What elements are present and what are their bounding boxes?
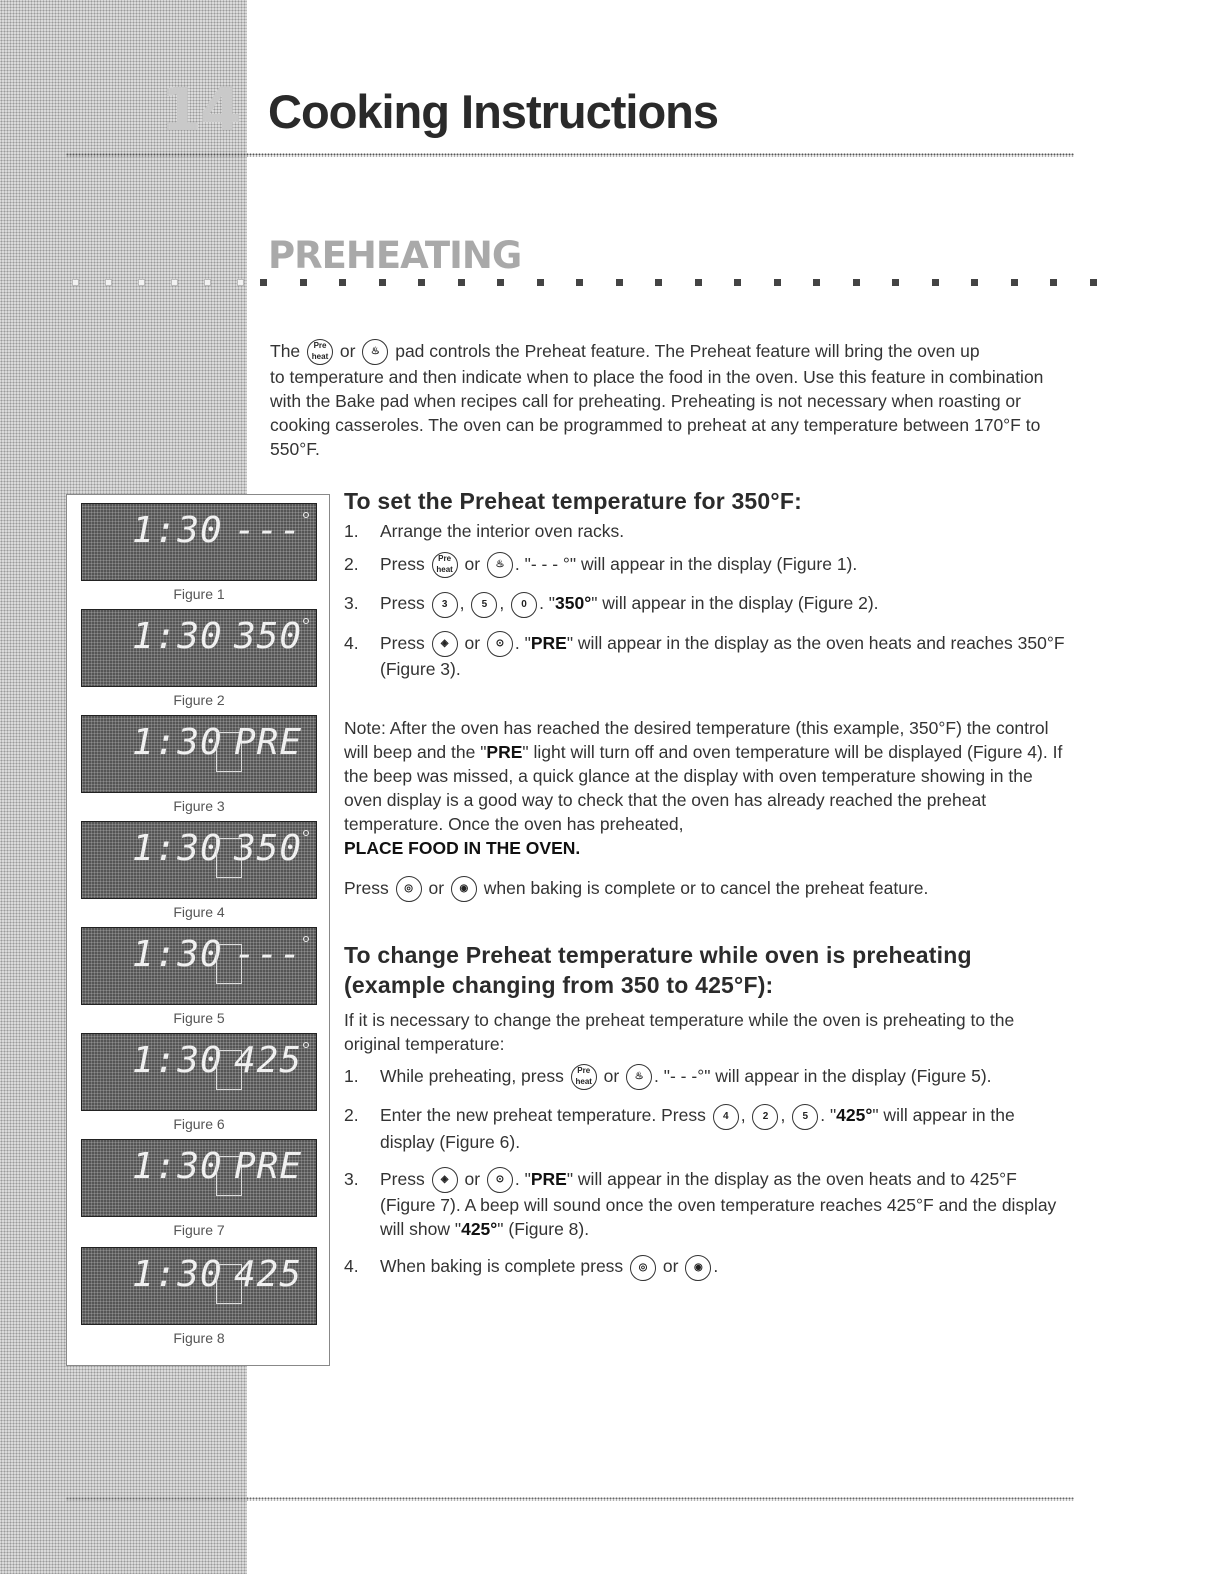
- divider-square: [774, 279, 781, 286]
- figure-caption: Figure 2: [173, 692, 225, 708]
- figure-caption: Figure 5: [173, 1010, 225, 1026]
- start-pad-icon: ◈: [432, 631, 458, 657]
- intro-text: The: [270, 341, 301, 361]
- start-alt-pad-icon: ⊙: [487, 1167, 513, 1193]
- digit-0-pad-icon: 0: [511, 592, 537, 618]
- divider-square: [204, 279, 211, 286]
- step-text: While preheating, press: [380, 1066, 564, 1086]
- figure-caption: Figure 1: [173, 586, 225, 602]
- display-temp: ---: [233, 510, 302, 551]
- display-value: PRE: [530, 1168, 567, 1189]
- step-text: or: [464, 1168, 481, 1189]
- divider-square: [971, 279, 978, 286]
- change-preheat-steps: [344, 1064, 1074, 1281]
- cancel-alt-pad-icon: ◉: [451, 876, 477, 902]
- display-temp: 350: [233, 828, 302, 869]
- figure-8: [81, 1247, 317, 1346]
- section-divider: [66, 279, 1076, 291]
- oven-display: [81, 927, 317, 1005]
- divider-square: [260, 279, 267, 286]
- step-text: . ": [820, 1105, 837, 1126]
- preheat-alt-pad-icon: ♨: [626, 1064, 652, 1090]
- figure-5: [81, 927, 317, 1026]
- degree-icon: [303, 830, 309, 836]
- figure-2: [81, 609, 317, 708]
- divider-square: [171, 279, 178, 286]
- figure-3: [81, 715, 317, 814]
- oven-display: [81, 503, 317, 581]
- heading-line: (example changing from 350 to 425°F):: [344, 972, 774, 998]
- divider-square: [813, 279, 820, 286]
- figure-4: [81, 821, 317, 920]
- display-time: 1:30: [132, 828, 223, 869]
- step-text: . ": [514, 1168, 531, 1189]
- oven-display: [81, 1033, 317, 1111]
- cancel-text: when baking is complete or to cancel the preheat feature.: [483, 878, 929, 898]
- divider-square: [892, 279, 899, 286]
- divider-square: [497, 279, 504, 286]
- display-time: 1:30: [132, 616, 223, 657]
- heading-line: To change Preheat temperature while oven is preheating: [344, 942, 972, 968]
- divider-square: [853, 279, 860, 286]
- divider-square: [932, 279, 939, 286]
- figure-caption: Figure 8: [173, 1330, 225, 1346]
- intro-body: to temperature and then indicate when to place the food in the oven. Use this feature in combination with the Bake pad when recipes call for preheating. Preheating is not necessary when roasting or cooking casseroles. The oven can be programmed to preheat at any temperature between 170°F to 550°F.: [270, 367, 1044, 460]
- degree-icon: [303, 1042, 309, 1048]
- step-text: . "- - - °" will appear in the display (Figure 1).: [514, 554, 858, 574]
- figure-caption: Figure 3: [173, 798, 225, 814]
- intro-paragraph: [270, 337, 1075, 461]
- set-preheat-heading: To set the Preheat temperature for 350°F:: [344, 488, 802, 514]
- figure-caption: Figure 6: [173, 1116, 225, 1132]
- display-time: 1:30: [132, 722, 223, 763]
- intro-text: pad controls the Preheat feature. The Preheat feature will bring the oven up: [395, 341, 980, 361]
- oven-display: [81, 1139, 317, 1217]
- divider-square: [458, 279, 465, 286]
- display-time: 1:30: [132, 1146, 223, 1187]
- step-text: Arrange the interior oven racks.: [380, 521, 625, 541]
- step-text: or: [662, 1256, 679, 1277]
- list-item: 4. Press ◈ or ⊙ . "PRE" will appear in the display as the oven heats and reaches 350°F (Figure 3).: [344, 632, 1065, 680]
- display-time: 1:30: [132, 1040, 223, 1081]
- section-title: PREHEATING: [268, 234, 522, 277]
- step-text: Press: [380, 632, 425, 653]
- display-temp: PRE: [233, 1146, 302, 1187]
- chapter-title: Cooking Instructions: [268, 85, 718, 138]
- preheat-pad-icon: Pre heat: [307, 339, 333, 365]
- display-value: 350°: [555, 593, 592, 614]
- digit-5-pad-icon: 5: [471, 592, 497, 618]
- divider-square: [237, 279, 244, 286]
- set-preheat-steps: [344, 519, 1074, 681]
- list-item: 2. Enter the new preheat temperature. Press 4 , 2 , 5 . "425°" will appear in the display (Figure 6).: [344, 1105, 1015, 1152]
- oven-display: [81, 821, 317, 899]
- footer-divider: [66, 1497, 1074, 1501]
- oven-display: [81, 715, 317, 793]
- list-item: 2. Press Pre heat or ♨ . "- - - °" will appear in the display (Figure 1).: [344, 552, 1074, 578]
- divider-square: [1090, 279, 1097, 286]
- step-text: . ": [539, 593, 556, 614]
- figure-caption: Figure 7: [173, 1222, 225, 1238]
- divider-square: [655, 279, 662, 286]
- degree-icon: [303, 618, 309, 624]
- display-figures-panel: [66, 494, 330, 1366]
- list-item: 3. Press 3 , 5 , 0 . "350°" will appear in the display (Figure 2).: [344, 591, 1074, 617]
- display-temp: PRE: [233, 722, 302, 763]
- digit-3-pad-icon: 3: [432, 592, 458, 618]
- note-emphasis: PLACE FOOD IN THE OVEN.: [344, 838, 581, 858]
- step-text: . "- - -°" will appear in the display (Figure 5).: [654, 1066, 992, 1086]
- oven-display: [81, 609, 317, 687]
- preheat-pad-icon: Pre heat: [432, 552, 458, 578]
- step-text: or: [464, 554, 481, 574]
- divider-square: [695, 279, 702, 286]
- step-text: " (Figure 8).: [497, 1219, 590, 1240]
- display-value: 425°: [836, 1105, 873, 1126]
- step-text: " will appear in the display (Figure 2).: [591, 593, 879, 614]
- cancel-pad-icon: ◎: [396, 876, 422, 902]
- step-text: Press: [380, 593, 425, 614]
- divider-square: [1011, 279, 1018, 286]
- digit-4-pad-icon: 4: [713, 1104, 739, 1130]
- list-item: 1. Arrange the interior oven racks.: [344, 521, 625, 541]
- display-temp: 350: [233, 616, 302, 657]
- cancel-text: Press: [344, 878, 389, 898]
- degree-icon: [303, 512, 309, 518]
- cancel-pad-icon: ◎: [630, 1255, 656, 1281]
- divider-square: [734, 279, 741, 286]
- step-text: Enter the new preheat temperature. Press: [380, 1105, 706, 1126]
- start-pad-icon: ◈: [432, 1167, 458, 1193]
- note-text: " light will turn off and oven temperature will be displayed (Figure 4). If the beep was missed, a quick glance at the display with oven temperature showing in the oven display is a good way to check that the oven has already reached the preheat temperature. Once the oven has preheated,: [344, 742, 1063, 834]
- divider-square: [616, 279, 623, 286]
- step-text: or: [464, 632, 481, 653]
- display-time: 1:30: [132, 1254, 223, 1295]
- preheat-note: [344, 716, 1074, 860]
- change-intro: If it is necessary to change the preheat temperature while the oven is preheating to the original temperature:: [344, 1010, 1015, 1054]
- figure-7: [81, 1139, 317, 1238]
- divider-square: [1050, 279, 1057, 286]
- display-value: PRE: [486, 742, 523, 762]
- step-text: " will appear in the display as the oven heats and to 425°F (Figure 7). A beep will sound once the oven temperature reaches 425°F and the display will show ": [380, 1168, 1057, 1240]
- display-temp: 425: [233, 1254, 302, 1295]
- preheat-alt-pad-icon: ♨: [487, 552, 513, 578]
- step-text: " will appear in the display (Figure 6).: [380, 1105, 1015, 1152]
- degree-icon: [303, 936, 309, 942]
- divider-square: [300, 279, 307, 286]
- cancel-alt-pad-icon: ◉: [685, 1255, 711, 1281]
- display-temp: ---: [233, 934, 302, 975]
- divider-square: [576, 279, 583, 286]
- cancel-instruction: [344, 876, 1074, 902]
- page-number: 14: [160, 75, 240, 145]
- divider-square: [105, 279, 112, 286]
- oven-display: [81, 1247, 317, 1325]
- step-text: Press: [380, 554, 425, 574]
- divider-square: [537, 279, 544, 286]
- step-text: .: [713, 1256, 719, 1277]
- step-text: " will appear in the display as the oven heats and reaches 350°F (Figure 3).: [380, 632, 1065, 680]
- divider-square: [339, 279, 346, 286]
- list-item: 3. Press ◈ or ⊙ . "PRE" will appear in the display as the oven heats and to 425°F (Figure 7). A beep will sound once the oven temperature reaches 425°F and the display will show "425°" (Figure 8).: [344, 1168, 1057, 1240]
- digit-5-pad-icon: 5: [792, 1104, 818, 1130]
- display-value: PRE: [530, 632, 567, 653]
- figure-6: [81, 1033, 317, 1132]
- display-temp: 425: [233, 1040, 302, 1081]
- step-text: . ": [514, 632, 531, 653]
- display-value: 425°: [461, 1219, 498, 1240]
- step-text: Press: [380, 1168, 425, 1189]
- divider-square: [72, 279, 79, 286]
- display-time: 1:30: [132, 934, 223, 975]
- list-item: 4. When baking is complete press ◎ or ◉ .: [344, 1254, 1074, 1280]
- step-text: or: [603, 1066, 620, 1086]
- change-preheat-heading: [344, 940, 972, 1000]
- start-alt-pad-icon: ⊙: [487, 631, 513, 657]
- divider-square: [379, 279, 386, 286]
- preheat-pad-icon: Pre heat: [571, 1064, 597, 1090]
- header-divider: [66, 153, 1074, 157]
- preheat-alt-pad-icon: ♨: [362, 339, 388, 365]
- note-text: Note: After the oven has reached the desired temperature (this example, 350°F) the control will beep and the ": [344, 718, 1049, 762]
- list-item: 1. While preheating, press Pre heat or ♨ . "- - -°" will appear in the display (Figure 5).: [344, 1064, 1074, 1090]
- divider-square: [138, 279, 145, 286]
- digit-2-pad-icon: 2: [752, 1104, 778, 1130]
- figure-caption: Figure 4: [173, 904, 225, 920]
- step-text: When baking is complete press: [380, 1256, 624, 1277]
- figure-1: [81, 503, 317, 602]
- divider-square: [418, 279, 425, 286]
- cancel-text: or: [428, 878, 445, 898]
- intro-or: or: [339, 341, 356, 361]
- display-time: 1:30: [132, 510, 223, 551]
